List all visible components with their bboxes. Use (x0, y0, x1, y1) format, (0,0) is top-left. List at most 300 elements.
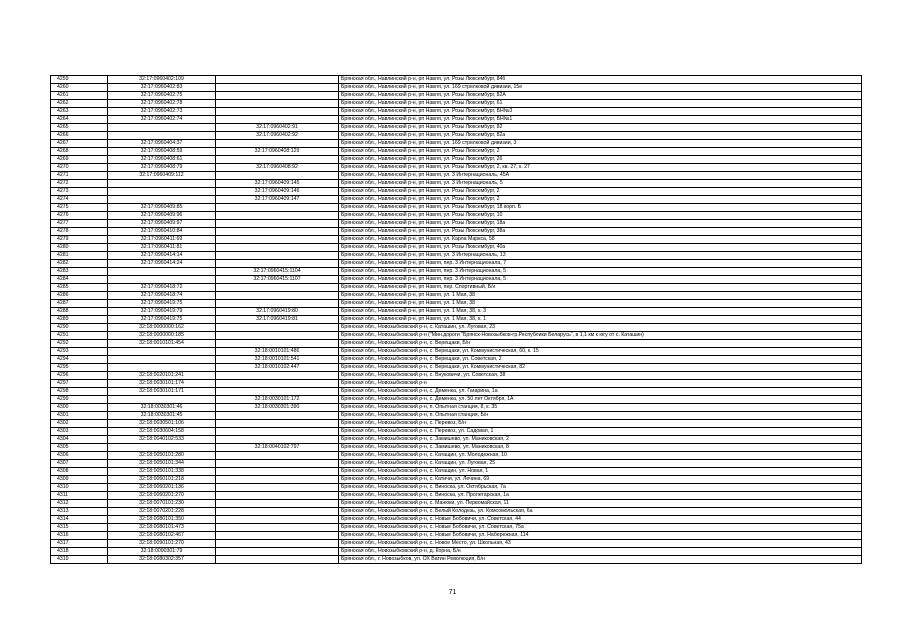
related-cadastral-number-cell (216, 252, 339, 260)
address-cell: Брянская обл., Навлинский р-н, рп Навля, пер. 3 Интернационала, 5 (339, 276, 862, 284)
cadastral-number-cell: 32:17:0960410:84 (108, 228, 216, 236)
table-row (51, 388, 862, 396)
table-row (51, 548, 862, 556)
address-cell: Брянская обл., Новозыбковский р-н, с. Новые Бобовичи, ул. Набережная, 114 (339, 532, 862, 540)
table-row (51, 420, 862, 428)
cadastral-number-cell: 32:18:0060101:218 (108, 476, 216, 484)
row-number-cell: 4296 (51, 372, 108, 380)
row-number-cell: 4266 (51, 132, 108, 140)
row-number-cell: 4279 (51, 236, 108, 244)
table-row (51, 436, 862, 444)
cadastral-number-cell: 32:17:0960402:78 (108, 100, 216, 108)
related-cadastral-number-cell (216, 340, 339, 348)
related-cadastral-number-cell (216, 532, 339, 540)
related-cadastral-number-cell (216, 516, 339, 524)
cadastral-number-cell (108, 348, 216, 356)
related-cadastral-number-cell (216, 412, 339, 420)
related-cadastral-number-cell: 32:18:0010102:447 (216, 364, 339, 372)
related-cadastral-number-cell (216, 212, 339, 220)
related-cadastral-number-cell (216, 108, 339, 116)
cadastral-number-cell: 32:17:0960418:72 (108, 284, 216, 292)
cadastral-number-cell: 32:17:0960409:97 (108, 220, 216, 228)
row-number-cell: 4314 (51, 516, 108, 524)
table-row (51, 268, 862, 276)
row-number-cell: 4312 (51, 500, 108, 508)
cadastral-number-cell: 32:17:0960408:61 (108, 156, 216, 164)
address-cell: Брянская обл., Новозыбковский р-н, д. Корна, Б/н (339, 548, 862, 556)
table-row (51, 508, 862, 516)
table-row (51, 140, 862, 148)
table-row (51, 276, 862, 284)
related-cadastral-number-cell (216, 500, 339, 508)
address-cell: Брянская обл., Навлинский р-н, рп Навля, ул. Розы Люксембург, 82 (339, 124, 862, 132)
row-number-cell: 4298 (51, 388, 108, 396)
cadastral-number-cell: 32:18:0030604:158 (108, 428, 216, 436)
table-row (51, 484, 862, 492)
cadastral-number-cell (108, 196, 216, 204)
page-number: 71 (448, 589, 457, 596)
table-row (51, 516, 862, 524)
row-number-cell: 4310 (51, 484, 108, 492)
table-row (51, 324, 862, 332)
row-number-cell: 4273 (51, 188, 108, 196)
address-cell: Брянская обл., Навлинский р-н, рп Навля, ул. Розы Люксембург, 2 (339, 196, 862, 204)
cadastral-number-cell: 32:18:0030101:171 (108, 388, 216, 396)
related-cadastral-number-cell (216, 100, 339, 108)
row-number-cell: 4311 (51, 492, 108, 500)
table-row (51, 228, 862, 236)
table-row (51, 92, 862, 100)
cadastral-number-cell: 32:18:0010101:454 (108, 340, 216, 348)
related-cadastral-number-cell (216, 388, 339, 396)
address-cell: Брянская обл., Навлинский р-н, рп Навля, ул. 1 Мая, 38 (339, 300, 862, 308)
related-cadastral-number-cell (216, 244, 339, 252)
row-number-cell: 4303 (51, 428, 108, 436)
cadastral-number-cell (108, 396, 216, 404)
cadastral-number-cell: 32:18:0030301:46 (108, 404, 216, 412)
address-cell: Брянская обл., Навлинский р-н, рп Навля, ул. Розы Люксембург, БН№1 (339, 116, 862, 124)
row-number-cell: 4295 (51, 364, 108, 372)
address-cell: Брянская обл., Навлинский р-н, рп Навля, ул. Розы Люксембург, 26 (339, 156, 862, 164)
row-number-cell: 4274 (51, 196, 108, 204)
cadastral-number-cell: 32:17:0960419:75 (108, 316, 216, 324)
row-number-cell: 4313 (51, 508, 108, 516)
row-number-cell: 4272 (51, 180, 108, 188)
address-cell: Брянская обл., Навлинский р-н, рп Навля, ул. Розы Люксембург, 18 корп. Б (339, 204, 862, 212)
table-row (51, 380, 862, 388)
row-number-cell: 4301 (51, 412, 108, 420)
table-row (51, 204, 862, 212)
cadastral-number-cell: 32:18:0020101:241 (108, 372, 216, 380)
row-number-cell: 4267 (51, 140, 108, 148)
related-cadastral-number-cell (216, 332, 339, 340)
table-row (51, 292, 862, 300)
address-cell: Брянская обл., Новозыбковский р-н, с. Верещаки, ул. Советская, 2 (339, 356, 862, 364)
cadastral-number-cell: 32:17:0960409:85 (108, 204, 216, 212)
address-cell: Брянская обл., Навлинский р-н, рп Навля, ул. Розы Люксембург, 82а (339, 132, 862, 140)
cadastral-number-cell: 32:18:0030301:45 (108, 412, 216, 420)
related-cadastral-number-cell (216, 156, 339, 164)
cadastral-number-cell: 32:18:0050101:338 (108, 468, 216, 476)
cadastral-number-cell: 32:17:0960411:81 (108, 244, 216, 252)
row-number-cell: 4275 (51, 204, 108, 212)
related-cadastral-number-cell (216, 492, 339, 500)
related-cadastral-number-cell (216, 236, 339, 244)
row-number-cell: 4281 (51, 252, 108, 260)
row-number-cell: 4261 (51, 92, 108, 100)
cadastral-number-cell: 32:18:0080101:473 (108, 524, 216, 532)
table-row (51, 164, 862, 172)
table-row (51, 244, 862, 252)
address-cell: Брянская обл., Новозыбковский р-н, с. Катащин, ул. Молодежная, 10 (339, 452, 862, 460)
cadastral-number-cell: 32:18:0050101:344 (108, 460, 216, 468)
row-number-cell: 4287 (51, 300, 108, 308)
row-number-cell: 4259 (51, 76, 108, 84)
address-cell: Брянская обл., Новозыбковский р-н, с. Виноска, ул. Пролетарская, 1а (339, 492, 862, 500)
table-row (51, 356, 862, 364)
address-cell: Брянская обл., Новозыбковский р-н, с. Деменка, ул. Гагарина, 1а (339, 388, 862, 396)
related-cadastral-number-cell (216, 92, 339, 100)
related-cadastral-number-cell: 32:17:0960419:81 (216, 316, 339, 324)
table-row (51, 260, 862, 268)
cadastral-number-cell: 32:17:0960409:112 (108, 172, 216, 180)
table-row (51, 236, 862, 244)
table-row (51, 172, 862, 180)
address-cell: Брянская обл., Новозыбковский р-н, с. Перевоз, Б/н (339, 420, 862, 428)
cadastral-number-cell: 32:18:0080302:357 (108, 556, 216, 564)
related-cadastral-number-cell (216, 460, 339, 468)
address-cell: Брянская обл., Навлинский р-н, рп Навля, ул. Розы Люксембург, 2, кв. 27, к. 27 (339, 164, 862, 172)
address-cell: Брянская обл., Навлинский р-н, рп Навля, ул. Розы Люксембург, БН№3 (339, 108, 862, 116)
address-cell: Брянская обл., Новозыбковский р-н ("Мин.дороги "Брянск-Новозыбков-гр.Республики Беларусь", в 1,1 км к югу от с. Каташин) (339, 332, 862, 340)
cadastral-number-cell: 32:17:0960419:79 (108, 308, 216, 316)
related-cadastral-number-cell: 32:17:0960408:92 (216, 164, 339, 172)
row-number-cell: 4268 (51, 148, 108, 156)
address-cell: Брянская обл., Навлинский р-н, рп Навля, ул. Карла Маркса, 58 (339, 236, 862, 244)
related-cadastral-number-cell (216, 380, 339, 388)
cadastral-number-cell: 32:17:0960402:73 (108, 108, 216, 116)
address-cell: Брянская обл., Навлинский р-н, рп Навля, пер. 3 Интернационала, 7 (339, 260, 862, 268)
row-number-cell: 4297 (51, 380, 108, 388)
table-row (51, 124, 862, 132)
cadastral-number-cell: 32:18:0090301:79 (108, 548, 216, 556)
address-cell: Брянская обл., Новозыбковский р-н, с. Новое Место, ул. Школьная, 43 (339, 540, 862, 548)
row-number-cell: 4282 (51, 260, 108, 268)
row-number-cell: 4264 (51, 116, 108, 124)
cadastral-number-cell: 32:17:0960408:59 (108, 148, 216, 156)
table-row (51, 316, 862, 324)
cadastral-number-cell: 32:18:0050101:280 (108, 452, 216, 460)
row-number-cell: 4308 (51, 468, 108, 476)
address-cell: Брянская обл., Новозыбковский р-н, с. Виноска, ул. Октябрьская, 7а (339, 484, 862, 492)
cadastral-number-cell: 32:17:0960411:69 (108, 236, 216, 244)
cadastral-number-cell (108, 188, 216, 196)
cadastral-number-cell: 32:18:0060201:136 (108, 484, 216, 492)
cadastral-number-cell (108, 356, 216, 364)
row-number-cell: 4290 (51, 324, 108, 332)
cadastral-number-cell: 32:17:0960419:75 (108, 300, 216, 308)
address-cell: Брянская обл., Новозыбковский р-н, п. Опытная станция, Б/н (339, 412, 862, 420)
cadastral-number-cell: 32:18:0000000:185 (108, 332, 216, 340)
address-cell: Брянская обл., Навлинский р-н, рп Навля, ул. Розы Люксембург, 82А (339, 92, 862, 100)
address-cell: Брянская обл., Навлинский р-н, рп Навля, ул. 1 Мая, 38, к. 3 (339, 308, 862, 316)
table-row (51, 348, 862, 356)
table-row (51, 492, 862, 500)
related-cadastral-number-cell (216, 76, 339, 84)
address-cell: Брянская обл., Новозыбковский р-н (339, 380, 862, 388)
table-row (51, 284, 862, 292)
related-cadastral-number-cell (216, 476, 339, 484)
row-number-cell: 4277 (51, 220, 108, 228)
table-row (51, 524, 862, 532)
table-row (51, 108, 862, 116)
row-number-cell: 4284 (51, 276, 108, 284)
row-number-cell: 4285 (51, 284, 108, 292)
related-cadastral-number-cell (216, 324, 339, 332)
cadastral-number-cell (108, 276, 216, 284)
table-row (51, 460, 862, 468)
address-cell: Брянская обл., Навлинский р-н, рп Навля, ул. 3 Интернациональ, 5 (339, 180, 862, 188)
address-cell: Брянская обл., Навлинский р-н, рп Навля, пер. 3 Интернационала, 5 (339, 268, 862, 276)
related-cadastral-number-cell (216, 452, 339, 460)
row-number-cell: 4288 (51, 308, 108, 316)
address-cell: Брянская обл., Навлинский р-н, рп Навля, ул. Розы Люксембург, 38а (339, 228, 862, 236)
address-cell: Брянская обл., г. Новозыбков, ул. ОХ Ватин Революция, Б/н (339, 556, 862, 564)
table-row (51, 188, 862, 196)
row-number-cell: 4309 (51, 476, 108, 484)
cadastral-number-cell (108, 124, 216, 132)
cadastral-number-cell: 32:17:0960414:24 (108, 260, 216, 268)
address-cell: Брянская обл., Навлинский р-н, рп Навля, ул. 169 стрелковой дивизии, 3 (339, 140, 862, 148)
cadastral-number-cell (108, 180, 216, 188)
address-cell: Брянская обл., Новозыбковский р-н, с. Внуковичи, ул. Советская, 38 (339, 372, 862, 380)
address-cell: Брянская обл., Новозыбковский р-н, с. Катичи, ул. Лечина, 69 (339, 476, 862, 484)
cadastral-number-cell (108, 132, 216, 140)
related-cadastral-number-cell: 32:17:0960419:80 (216, 308, 339, 316)
address-cell: Брянская обл., Навлинский р-н, рп Навля, ул. Розы Люксембург, 2 (339, 148, 862, 156)
address-cell: Брянская обл., Навлинский р-н, рп Навля, ул. Розы Люксембург, 2 (339, 188, 862, 196)
table-row (51, 220, 862, 228)
row-number-cell: 4265 (51, 124, 108, 132)
cadastral-number-cell: 32:17:0960402:74 (108, 116, 216, 124)
cadastral-number-cell: 32:17:0960408:79 (108, 164, 216, 172)
related-cadastral-number-cell: 32:18:0030301:390 (216, 404, 339, 412)
cadastral-number-cell: 32:18:0000000:162 (108, 324, 216, 332)
related-cadastral-number-cell (216, 228, 339, 236)
related-cadastral-number-cell: 32:17:0960402:91 (216, 124, 339, 132)
address-cell: Брянская обл., Новозыбковский р-н, с. Замишево, ул. Маниковская, 8 (339, 444, 862, 452)
table-row (51, 372, 862, 380)
related-cadastral-number-cell: 32:17:0960415:1107 (216, 276, 339, 284)
table-row (51, 252, 862, 260)
related-cadastral-number-cell: 32:18:0010101:486 (216, 348, 339, 356)
address-cell: Брянская обл., Новозыбковский р-н, с. Новые Бобовичи, ул. Советская, 44 (339, 516, 862, 524)
table-row (51, 148, 862, 156)
row-number-cell: 4304 (51, 436, 108, 444)
related-cadastral-number-cell (216, 172, 339, 180)
row-number-cell: 4280 (51, 244, 108, 252)
table-row (51, 500, 862, 508)
related-cadastral-number-cell (216, 428, 339, 436)
cadastral-number-cell: 32:17:0960404:37 (108, 140, 216, 148)
table-row (51, 100, 862, 108)
related-cadastral-number-cell: 32:17:0960408:129 (216, 148, 339, 156)
table-row (51, 180, 862, 188)
related-cadastral-number-cell: 32:17:0960409:147 (216, 196, 339, 204)
address-cell: Брянская обл., Новозыбковский р-н, с. Деменка, ул. 50 лет Октября, 1А (339, 396, 862, 404)
table-row (51, 300, 862, 308)
address-cell: Брянская обл., Новозыбковский р-н, с. Верещаки, Б/н (339, 340, 862, 348)
table-row (51, 156, 862, 164)
cadastral-number-cell: 32:18:0070101:230 (108, 500, 216, 508)
related-cadastral-number-cell: 32:17:0960409:146 (216, 188, 339, 196)
row-number-cell: 4299 (51, 396, 108, 404)
table-row (51, 364, 862, 372)
cadastral-number-cell (108, 444, 216, 452)
address-cell: Брянская обл., Навлинский р-н, рп Навля, ул. Розы Люксембург, 10 (339, 212, 862, 220)
cadastral-number-cell: 32:17:0960402:109 (108, 76, 216, 84)
table-row (51, 84, 862, 92)
address-cell: Брянская обл., Новозыбковский р-н, с. Катащин, ул. Луговая, 25 (339, 460, 862, 468)
address-cell: Брянская обл., Навлинский р-н, рп Навля, пер. Спортивный, Б/н (339, 284, 862, 292)
cadastral-number-cell: 32:17:0960402:83 (108, 84, 216, 92)
address-cell: Брянская обл., Новозыбковский р-н, с. Катащин, ул. Новая, 1 (339, 468, 862, 476)
address-cell: Брянская обл., Новозыбковский р-н, с. Замишево, ул. Маниковская, 2 (339, 436, 862, 444)
cadastral-number-cell (108, 364, 216, 372)
row-number-cell: 4316 (51, 532, 108, 540)
related-cadastral-number-cell (216, 540, 339, 548)
address-cell: Брянская обл., Новозыбковский р-н, с. Каташин, ул. Луговая, 23 (339, 324, 862, 332)
row-number-cell: 4317 (51, 540, 108, 548)
related-cadastral-number-cell (216, 260, 339, 268)
table-row (51, 540, 862, 548)
property-table (50, 75, 862, 564)
address-cell: Брянская обл., Навлинский р-н, рп Навля, ул. Розы Люксембург, 84б (339, 76, 862, 84)
row-number-cell: 4289 (51, 316, 108, 324)
related-cadastral-number-cell (216, 556, 339, 564)
row-number-cell: 4278 (51, 228, 108, 236)
row-number-cell: 4318 (51, 548, 108, 556)
table-row (51, 476, 862, 484)
address-cell: Брянская обл., Навлинский р-н, рп Навля, ул. 169 стрелковой дивизии, 15е (339, 84, 862, 92)
cadastral-number-cell: 32:18:0090101:270 (108, 540, 216, 548)
address-cell: Брянская обл., Навлинский р-н, рп Навля, ул. 3 Интернациональ, 13 (339, 252, 862, 260)
row-number-cell: 4283 (51, 268, 108, 276)
table-row (51, 556, 862, 564)
table-row (51, 332, 862, 340)
address-cell: Брянская обл., Новозыбковский р-н, с. Перевоз, ул. Садовая, 1 (339, 428, 862, 436)
table-row (51, 212, 862, 220)
related-cadastral-number-cell (216, 292, 339, 300)
address-cell: Брянская обл., Новозыбковский р-н, с. Манюки, ул. Первомайская, 11 (339, 500, 862, 508)
row-number-cell: 4292 (51, 340, 108, 348)
related-cadastral-number-cell (216, 548, 339, 556)
row-number-cell: 4260 (51, 84, 108, 92)
row-number-cell: 4307 (51, 460, 108, 468)
related-cadastral-number-cell: 32:18:0030101:172 (216, 396, 339, 404)
address-cell: Брянская обл., Навлинский р-н, рп Навля, ул. Розы Люксембург, 18а (339, 220, 862, 228)
cadastral-number-cell: 32:18:0060201:270 (108, 492, 216, 500)
related-cadastral-number-cell (216, 436, 339, 444)
row-number-cell: 4263 (51, 108, 108, 116)
table-row (51, 404, 862, 412)
row-number-cell: 4286 (51, 292, 108, 300)
table-row (51, 428, 862, 436)
related-cadastral-number-cell (216, 140, 339, 148)
row-number-cell: 4262 (51, 100, 108, 108)
related-cadastral-number-cell (216, 508, 339, 516)
related-cadastral-number-cell (216, 372, 339, 380)
cadastral-number-cell: 32:18:0080101:350 (108, 516, 216, 524)
row-number-cell: 4302 (51, 420, 108, 428)
row-number-cell: 4291 (51, 332, 108, 340)
related-cadastral-number-cell (216, 524, 339, 532)
cadastral-number-cell (108, 268, 216, 276)
related-cadastral-number-cell (216, 468, 339, 476)
row-number-cell: 4305 (51, 444, 108, 452)
table-row (51, 116, 862, 124)
row-number-cell: 4293 (51, 348, 108, 356)
row-number-cell: 4306 (51, 452, 108, 460)
related-cadastral-number-cell (216, 204, 339, 212)
cadastral-number-cell: 32:17:0960414:14 (108, 252, 216, 260)
related-cadastral-number-cell (216, 84, 339, 92)
row-number-cell: 4276 (51, 212, 108, 220)
row-number-cell: 4270 (51, 164, 108, 172)
related-cadastral-number-cell (216, 116, 339, 124)
related-cadastral-number-cell (216, 220, 339, 228)
related-cadastral-number-cell (216, 484, 339, 492)
cadastral-number-cell: 32:17:0960409:96 (108, 212, 216, 220)
table-row (51, 76, 862, 84)
related-cadastral-number-cell (216, 300, 339, 308)
table-row (51, 468, 862, 476)
row-number-cell: 4315 (51, 524, 108, 532)
table-row (51, 340, 862, 348)
cadastral-number-cell: 32:17:0960418:74 (108, 292, 216, 300)
table-row (51, 132, 862, 140)
address-cell: Брянская обл., Новозыбковский р-н, с. Верещаки, ул. Коммунистическая, 82 (339, 364, 862, 372)
address-cell: Брянская обл., Навлинский р-н, рп Навля, ул. 3 Интернациональ, 45А (339, 172, 862, 180)
address-cell: Брянская обл., Новозыбковский р-н, с. Белый Колодезь, ул. Комсомольская, 6а (339, 508, 862, 516)
table-row (51, 532, 862, 540)
address-cell: Брянская обл., Навлинский р-н, рп Навля, ул. Розы Люксембург, 61 (339, 100, 862, 108)
cadastral-number-cell: 32:18:0040102:533 (108, 436, 216, 444)
related-cadastral-number-cell (216, 420, 339, 428)
cadastral-number-cell: 32:18:0070201:228 (108, 508, 216, 516)
related-cadastral-number-cell (216, 284, 339, 292)
property-table-body (51, 76, 862, 564)
address-cell: Брянская обл., Навлинский р-н, рп Навля, ул. 1 Мая, 38, к. 1 (339, 316, 862, 324)
table-row (51, 444, 862, 452)
row-number-cell: 4269 (51, 156, 108, 164)
address-cell: Брянская обл., Новозыбковский р-н, п. Опытная станция, 8, к. 35 (339, 404, 862, 412)
cadastral-number-cell: 32:17:0960402:75 (108, 92, 216, 100)
address-cell: Брянская обл., Новозыбковский р-н, с. Верещаки, ул. Коммунистическая, 60, к. 15 (339, 348, 862, 356)
related-cadastral-number-cell: 32:17:0960415:1104 (216, 268, 339, 276)
table-row (51, 412, 862, 420)
address-cell: Брянская обл., Навлинский р-н, рп Навля, ул. 1 Мая, 38 (339, 292, 862, 300)
cadastral-number-cell: 32:18:0080102:467 (108, 532, 216, 540)
row-number-cell: 4294 (51, 356, 108, 364)
table-row (51, 196, 862, 204)
address-cell: Брянская обл., Навлинский р-н, рп Навля, ул. Розы Люксембург, 40а (339, 244, 862, 252)
table-row (51, 452, 862, 460)
cadastral-number-cell: 32:18:0030501:106 (108, 420, 216, 428)
related-cadastral-number-cell: 32:18:0010101:541 (216, 356, 339, 364)
cadastral-number-cell: 32:18:0030101:174 (108, 380, 216, 388)
row-number-cell: 4271 (51, 172, 108, 180)
